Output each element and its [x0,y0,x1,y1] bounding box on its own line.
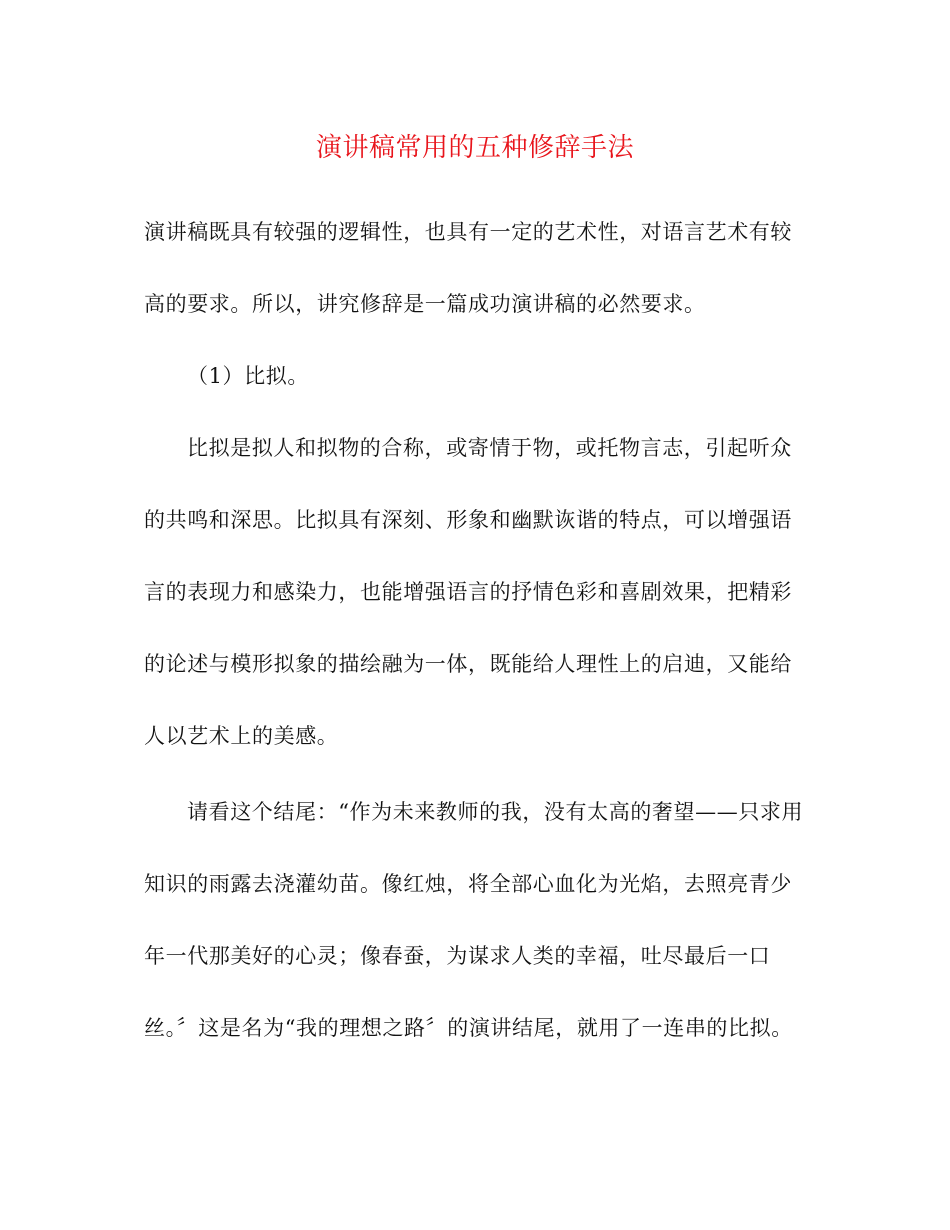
body-line: 人以艺术上的美感。 [144,724,339,748]
body-line: 知识的雨露去浇灌幼苗。像红烛，将全部心血化为光焰，去照亮青少 [144,872,792,896]
body-line: 年一代那美好的心灵；像春蚕，为谋求人类的幸福，吐尽最后一口 [144,944,771,968]
body-line: 演讲稿既具有较强的逻辑性，也具有一定的艺术性，对语言艺术有较 [144,220,792,244]
body-line: 比拟是拟人和拟物的合称，或寄情于物，或托物言志，引起听众 [187,436,792,460]
body-line: 的论述与模形拟象的描绘融为一体，既能给人理性上的启迪，又能给 [144,652,792,676]
body-line: 的共鸣和深思。比拟具有深刻、形象和幽默诙谐的特点，可以增强语 [144,508,792,532]
body-line: 言的表现力和感染力，也能增强语言的抒情色彩和喜剧效果，把精彩 [144,580,792,604]
section-heading: （1）比拟。 [187,364,309,388]
document-title: 演讲稿常用的五种修辞手法 [315,133,634,163]
body-line: 高的要求。所以，讲究修辞是一篇成功演讲稿的必然要求。 [144,292,706,316]
body-line: 丝。〞这是名为“我的理想之路〞的演讲结尾，就用了一连串的比拟。 [144,1016,793,1040]
body-line: 请看这个结尾：“作为未来教师的我，没有太高的奢望——只求用 [187,800,804,824]
